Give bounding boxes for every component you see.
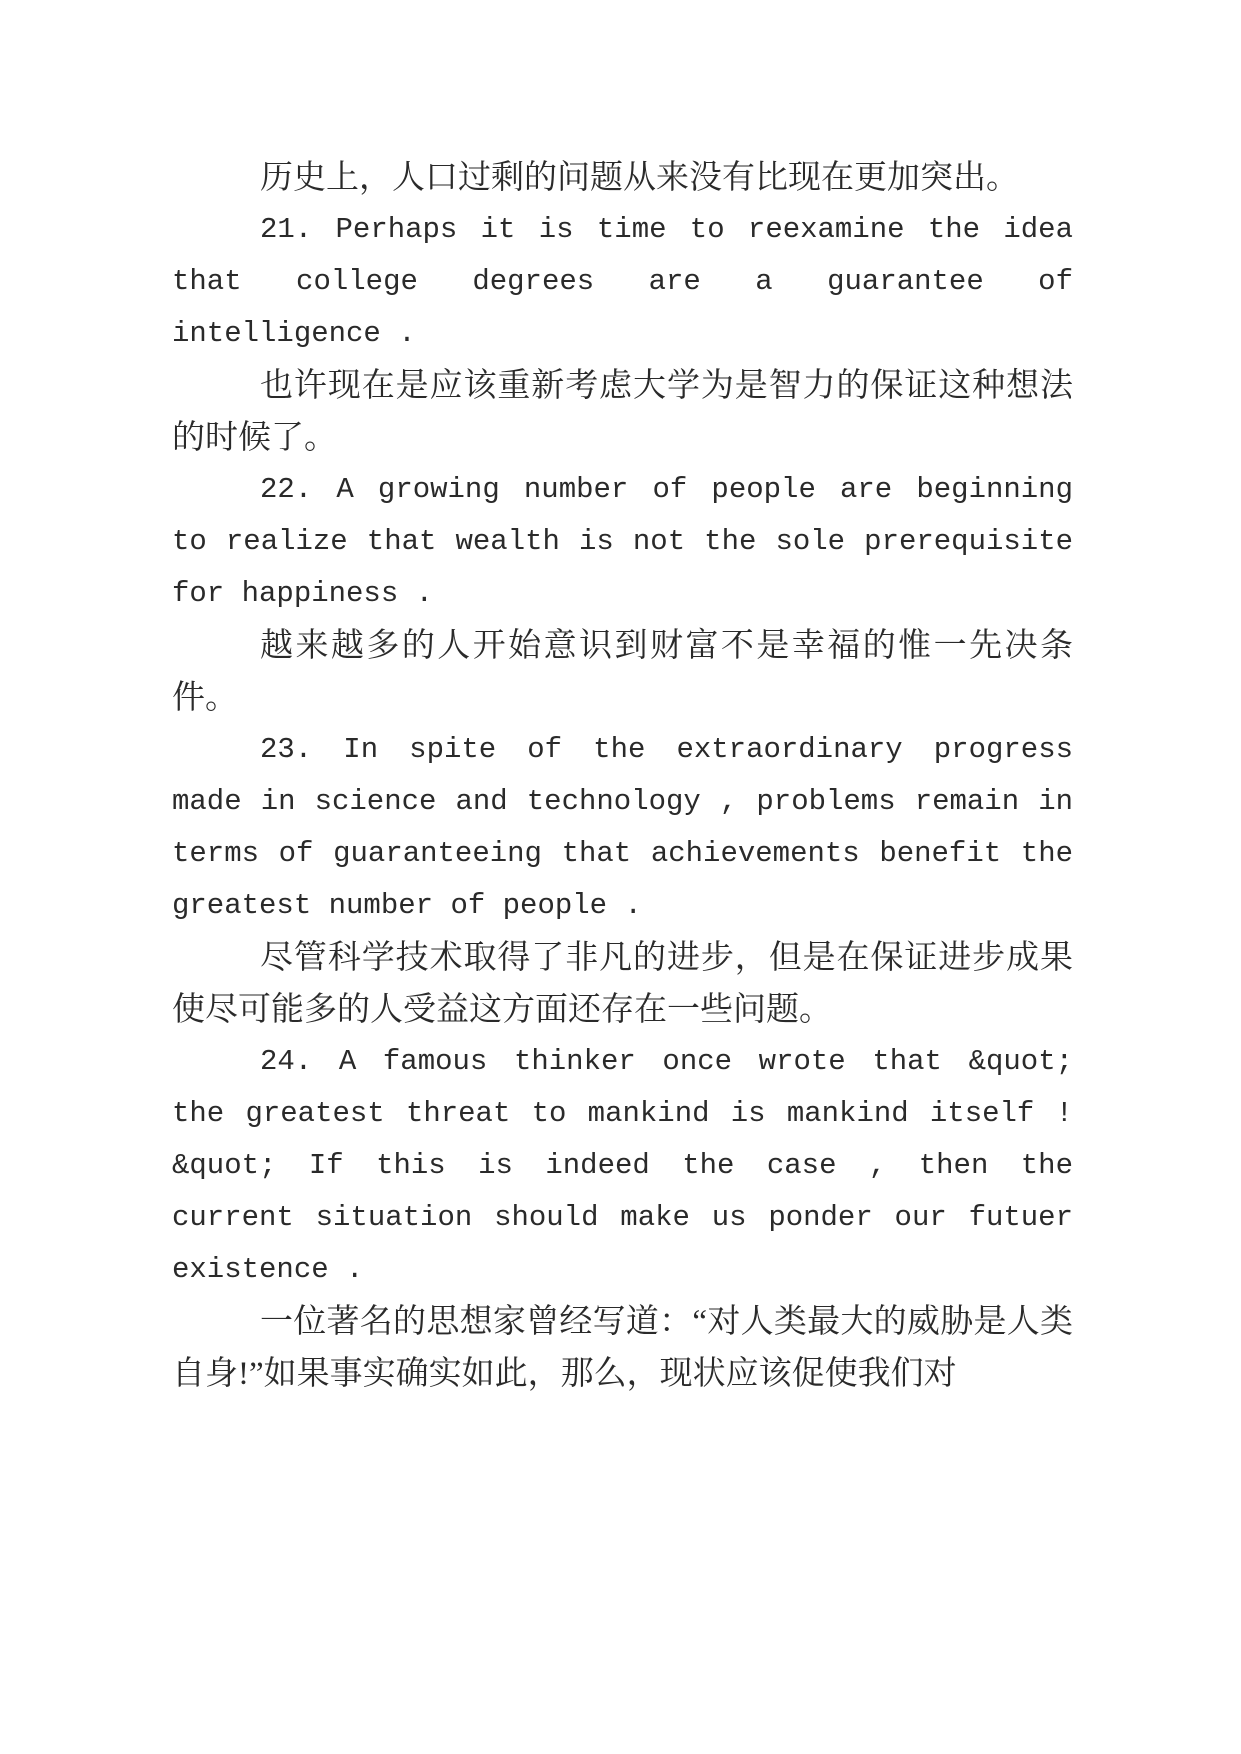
paragraph-sentence-22-zh-translation: 越来越多的人开始意识到财富不是幸福的惟一先决条件。 xyxy=(172,628,1073,716)
paragraph-sentence-24-en: 24. A famous thinker once wrote that &quot; the greatest threat to mankind is mankind itself ! &quot; If this is indeed the case , then the current situation should make us ponder our futuer existence . xyxy=(172,1045,1073,1286)
paragraph-sentence-23-zh-translation: 尽管科学技术取得了非凡的进步，但是在保证进步成果使尽可能多的人受益这方面还存在一些问题。 xyxy=(172,940,1073,1028)
document-text-column xyxy=(172,152,1073,1400)
paragraph-sentence-22-en: 22. A growing number of people are beginning to realize that wealth is not the sole prerequisite for happiness . xyxy=(172,473,1073,610)
paragraph-sentence-20-zh-translation: 历史上，人口过剩的问题从来没有比现在更加突出。 xyxy=(260,160,1019,196)
paragraph-sentence-24-zh-translation: 一位著名的思想家曾经写道：“对人类最大的威胁是人类自身!”如果事实确实如此，那么，现状应该促使我们对 xyxy=(172,1304,1073,1392)
paragraph-sentence-21-en: 21. Perhaps it is time to reexamine the idea that college degrees are a guarantee of intelligence . xyxy=(172,213,1073,350)
paragraph-sentence-23-en: 23. In spite of the extraordinary progress made in science and technology , problems remain in terms of guaranteeing that achievements benefit the greatest number of people . xyxy=(172,733,1073,922)
paragraph-sentence-21-zh-translation: 也许现在是应该重新考虑大学为是智力的保证这种想法的时候了。 xyxy=(172,368,1073,456)
